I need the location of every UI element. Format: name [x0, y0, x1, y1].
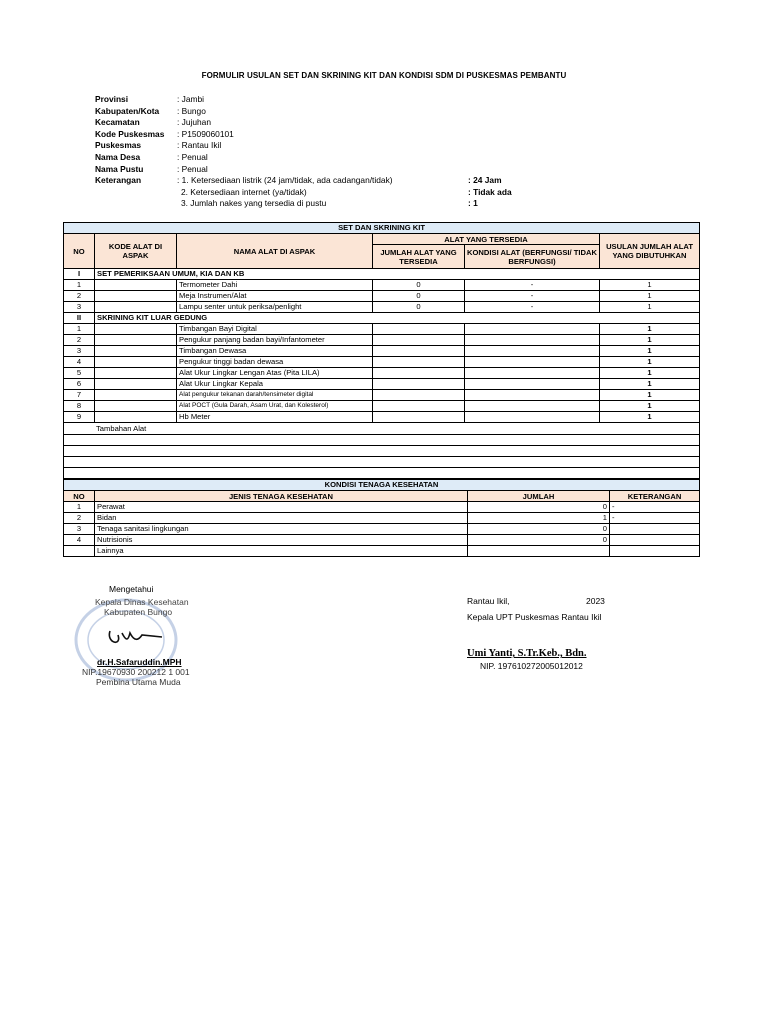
sdm-jumlah: 0: [468, 524, 610, 535]
empty-cell: [64, 435, 700, 446]
keterangan-value: : 1: [468, 198, 478, 209]
row-nama: Termometer Dahi: [177, 280, 373, 291]
row-usulan: 1: [600, 280, 700, 291]
info-value: : P1509060101: [177, 128, 234, 139]
info-value: : Penual: [177, 151, 208, 162]
sdm-ket: -: [610, 502, 700, 513]
table-row: [64, 390, 700, 401]
sdm-no: 4: [64, 535, 95, 546]
table-row: [64, 302, 700, 313]
row-nama: Pengukur tinggi badan dewasa: [177, 357, 373, 368]
row-usulan: 1: [600, 291, 700, 302]
row-no: 8: [64, 401, 95, 412]
row-kondisi: [465, 390, 600, 401]
sdm-no: 3: [64, 524, 95, 535]
official-rank: Pembina Utama Muda: [96, 677, 181, 687]
row-nama: Meja Instrumen/Alat: [177, 291, 373, 302]
row-no: 7: [64, 390, 95, 401]
row-kondisi: [465, 346, 600, 357]
header-usulan: USULAN JUMLAH ALAT YANG DIBUTUHKAN: [600, 234, 700, 269]
row-kondisi: -: [465, 280, 600, 291]
row-jumlah: 0: [373, 280, 465, 291]
row-usulan: 1: [600, 357, 700, 368]
row-usulan: 1: [600, 379, 700, 390]
header-no: NO: [64, 234, 95, 269]
row-nama: Timbangan Dewasa: [177, 346, 373, 357]
row-nama: Alat pengukur tekanan darah/tensimeter digital: [177, 390, 373, 401]
row-nama: Alat POCT (Gula Darah, Asam Urat, dan Kolesterol): [177, 401, 373, 412]
set-skrining-table: [63, 222, 700, 479]
info-value: : Rantau Ikil: [177, 140, 222, 151]
row-jumlah: [373, 401, 465, 412]
empty-row: [64, 457, 700, 468]
row-jumlah: [373, 335, 465, 346]
row-kode: [95, 302, 177, 313]
keterangan-value: : Tidak ada: [468, 186, 512, 197]
info-value: : Jambi: [177, 94, 204, 104]
row-no: 5: [64, 368, 95, 379]
row-kondisi: [465, 357, 600, 368]
sdm-section-title: KONDISI TENAGA KESEHATAN: [64, 480, 700, 491]
row-kode: [95, 412, 177, 423]
empty-row: [64, 435, 700, 446]
official-position-1: Kepala Dinas Kesehatan: [95, 597, 189, 607]
tambahan-row: [64, 423, 700, 435]
row-nama: Timbangan Bayi Digital: [177, 324, 373, 335]
head-nip: NIP. 197610272005012012: [480, 661, 583, 671]
info-value: : Bungo: [177, 105, 206, 116]
sdm-jenis: Perawat: [95, 502, 468, 513]
empty-row: [64, 468, 700, 479]
sdm-header-keterangan: KETERANGAN: [610, 491, 700, 502]
row-jumlah: [373, 379, 465, 390]
row-kondisi: [465, 335, 600, 346]
table-row: [64, 401, 700, 412]
row-jumlah: [373, 390, 465, 401]
year-label: 2023: [586, 596, 605, 606]
row-usulan: 1: [600, 412, 700, 423]
row-jumlah: [373, 368, 465, 379]
row-kode: [95, 324, 177, 335]
row-kondisi: [465, 379, 600, 390]
sdm-no: 2: [64, 513, 95, 524]
keterangan-value: : 24 Jam: [468, 175, 502, 186]
row-nama: Alat Ukur Lingkar Lengan Atas (Pita LILA): [177, 368, 373, 379]
official-nip: NIP.19670930 200212 1 001: [82, 667, 190, 677]
info-label: Nama Desa: [95, 151, 141, 162]
row-jumlah: [373, 346, 465, 357]
row-usulan: 1: [600, 302, 700, 313]
row-usulan: 1: [600, 390, 700, 401]
head-name: Umi Yanti, S.Tr.Keb., Bdn.: [467, 648, 587, 659]
sdm-no: [64, 546, 95, 557]
info-value: : Penual: [177, 163, 208, 174]
mengetahui-label: Mengetahui: [109, 584, 154, 594]
group-no: I: [64, 269, 95, 280]
table-row: [64, 335, 700, 346]
row-kode: [95, 401, 177, 412]
row-kode: [95, 357, 177, 368]
signature-right: [467, 596, 667, 671]
table-row: [64, 280, 700, 291]
table-row: [64, 357, 700, 368]
info-label: Kode Puskesmas: [95, 128, 165, 139]
info-label: Provinsi: [95, 94, 129, 104]
header-kode: KODE ALAT DI ASPAK: [95, 234, 177, 269]
official-name: dr.H.Safaruddin.MPH: [97, 657, 182, 667]
row-nama: Alat Ukur Lingkar Kepala: [177, 379, 373, 390]
info-label: Kabupaten/Kota: [95, 105, 160, 116]
sdm-header-jumlah: JUMLAH: [468, 491, 610, 502]
sdm-jumlah: 0: [468, 535, 610, 546]
row-kode: [95, 390, 177, 401]
info-label: Puskesmas: [95, 140, 142, 151]
sdm-ket: [610, 524, 700, 535]
empty-cell: [64, 446, 700, 457]
row-kode: [95, 280, 177, 291]
signature-left: [82, 584, 232, 687]
table-row: [64, 291, 700, 302]
sdm-header-jenis: JENIS TENAGA KESEHATAN: [95, 491, 468, 502]
row-kode: [95, 379, 177, 390]
info-value: : Jujuhan: [177, 117, 211, 128]
row-kode: [95, 346, 177, 357]
row-jumlah: [373, 324, 465, 335]
row-usulan: 1: [600, 335, 700, 346]
row-no: 2: [64, 291, 95, 302]
keterangan-item: 2. Ketersediaan internet (ya/tidak): [181, 186, 307, 197]
empty-cell: [64, 468, 700, 479]
place-date-row: [467, 596, 667, 612]
row-jumlah: [373, 357, 465, 368]
row-kondisi: [465, 412, 600, 423]
header-jumlah: JUMLAH ALAT YANG TERSEDIA: [373, 245, 465, 269]
info-label: Nama Pustu: [95, 163, 144, 174]
row-no: 4: [64, 357, 95, 368]
sdm-jumlah: 1: [468, 513, 610, 524]
sdm-jumlah: [468, 546, 610, 557]
header-tersedia: ALAT YANG TERSEDIA: [373, 234, 600, 245]
place-label: Rantau Ikil,: [467, 596, 510, 606]
sdm-ket: [610, 535, 700, 546]
row-jumlah: [373, 412, 465, 423]
head-position: Kepala UPT Puskesmas Rantau Ikil: [467, 612, 602, 622]
row-no: 3: [64, 346, 95, 357]
keterangan-item: 3. Jumlah nakes yang tersedia di pustu: [181, 198, 327, 209]
keterangan-item: : 1. Ketersediaan listrik (24 jam/tidak, ada cadangan/tidak): [177, 175, 393, 186]
table-row: [64, 524, 700, 535]
row-kondisi: [465, 368, 600, 379]
header-nama: NAMA ALAT DI ASPAK: [177, 234, 373, 269]
row-nama: Lampu senter untuk periksa/penlight: [177, 302, 373, 313]
tambahan-label: Tambahan Alat: [64, 423, 700, 435]
empty-row: [64, 446, 700, 457]
table-row: [64, 346, 700, 357]
row-kode: [95, 291, 177, 302]
info-label: Kecamatan: [95, 117, 140, 128]
row-kondisi: -: [465, 291, 600, 302]
row-no: 9: [64, 412, 95, 423]
row-nama: Hb Meter: [177, 412, 373, 423]
sdm-jenis: Lainnya: [95, 546, 468, 557]
row-usulan: 1: [600, 401, 700, 412]
row-no: 2: [64, 335, 95, 346]
row-kondisi: [465, 324, 600, 335]
row-kondisi: -: [465, 302, 600, 313]
table-row: [64, 379, 700, 390]
table-row: [64, 513, 700, 524]
form-title: FORMULIR USULAN SET DAN SKRINING KIT DAN KONDISI SDM DI PUSKESMAS PEMBANTU: [201, 71, 567, 80]
keterangan-label: Keterangan: [95, 175, 142, 186]
table-row: [64, 324, 700, 335]
sdm-header-no: NO: [64, 491, 95, 502]
row-no: 1: [64, 324, 95, 335]
sdm-jenis: Nutrisionis: [95, 535, 468, 546]
row-kode: [95, 368, 177, 379]
row-jumlah: 0: [373, 302, 465, 313]
row-usulan: 1: [600, 346, 700, 357]
group-no: II: [64, 313, 95, 324]
table-row: [64, 535, 700, 546]
set-section-title: SET DAN SKRINING KIT: [64, 223, 700, 234]
official-position-2: Kabupaten Bungo: [104, 607, 173, 617]
sdm-jenis: Tenaga sanitasi lingkungan: [95, 524, 468, 535]
row-no: 3: [64, 302, 95, 313]
table-row: [64, 546, 700, 557]
group-title: SET PEMERIKSAAN UMUM, KIA DAN KB: [95, 269, 700, 280]
row-usulan: 1: [600, 324, 700, 335]
row-nama: Pengukur panjang badan bayi/Infantometer: [177, 335, 373, 346]
row-usulan: 1: [600, 368, 700, 379]
empty-cell: [64, 457, 700, 468]
header-kondisi: KONDISI ALAT (BERFUNGSI/ TIDAK BERFUNGSI): [465, 245, 600, 269]
table-row: [64, 502, 700, 513]
row-jumlah: 0: [373, 291, 465, 302]
row-kondisi: [465, 401, 600, 412]
table-row: [64, 368, 700, 379]
table-row: [64, 412, 700, 423]
sdm-jumlah: 0: [468, 502, 610, 513]
sdm-ket: [610, 546, 700, 557]
sdm-table: [63, 479, 700, 557]
sdm-no: 1: [64, 502, 95, 513]
row-no: 6: [64, 379, 95, 390]
sdm-jenis: Bidan: [95, 513, 468, 524]
sdm-ket: -: [610, 513, 700, 524]
row-no: 1: [64, 280, 95, 291]
group-title: SKRINING KIT LUAR GEDUNG: [95, 313, 700, 324]
row-kode: [95, 335, 177, 346]
